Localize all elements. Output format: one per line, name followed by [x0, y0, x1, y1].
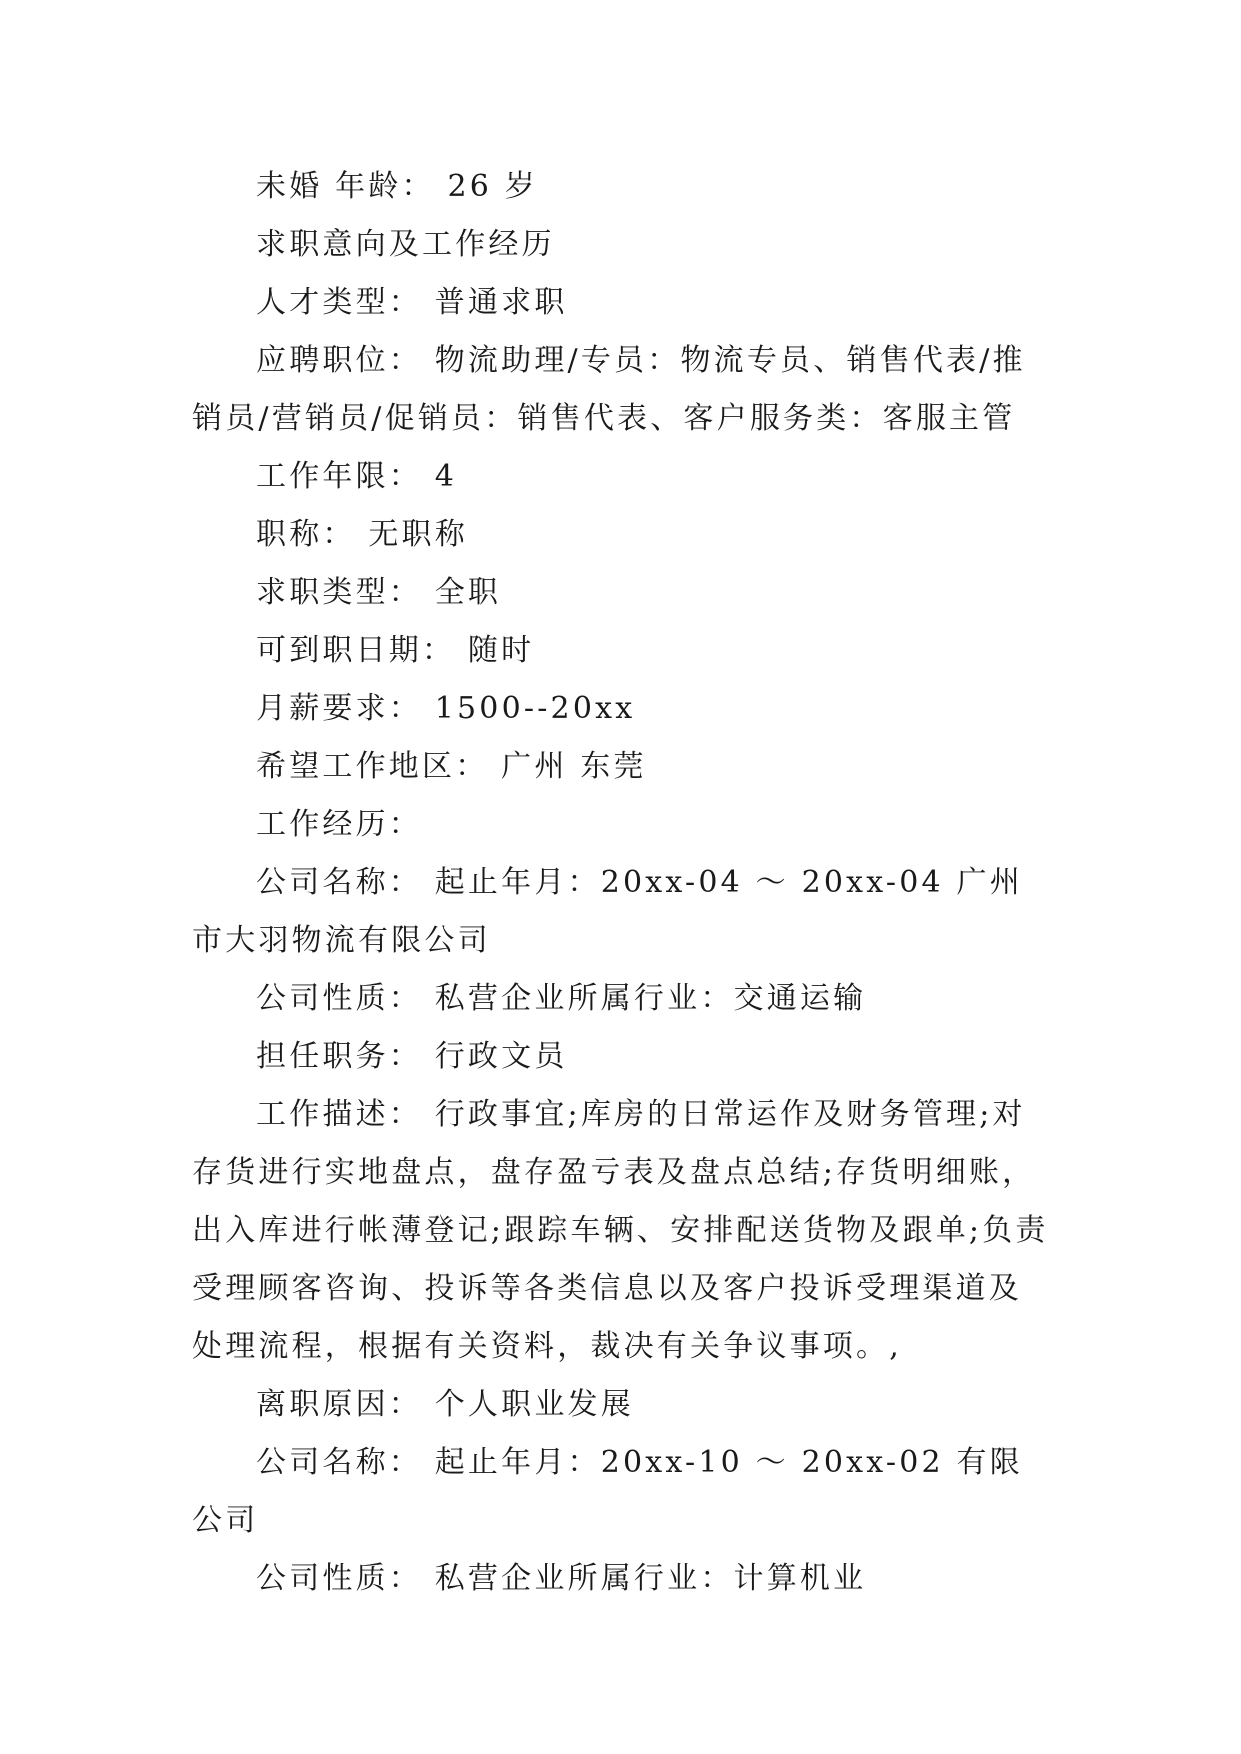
document-body — [192, 158, 1054, 1608]
salary-line: 月薪要求： 1500--20xx — [256, 691, 636, 726]
preferred-location-line: 希望工作地区： 广州 东莞 — [256, 749, 647, 784]
marital-age-line: 未婚 年龄： 26 岁 — [256, 169, 538, 204]
title-line: 职称： 无职称 — [256, 517, 468, 552]
company-2-nature: 公司性质： 私营企业所属行业：计算机业 — [256, 1561, 867, 1596]
years-of-work-line: 工作年限： 4 — [256, 459, 458, 494]
section-heading-job-intent: 求职意向及工作经历 — [256, 227, 555, 262]
company-1-nature: 公司性质： 私营企业所属行业：交通运输 — [256, 981, 867, 1016]
availability-line: 可到职日期： 随时 — [256, 633, 535, 668]
company-1-description: 工作描述： 行政事宜;库房的日常运作及财务管理;对存货进行实地盘点，盘存盈亏表及盘点总结;存货明细账，出入库进行帐薄登记;跟踪车辆、安排配送货物及跟单;负责受理顾客咨询、投诉等各类信息以及客户投诉受理渠道及处理流程，根据有关资料，裁决有关争议事项。, — [192, 1097, 1049, 1364]
company-2-name-dates: 公司名称： 起止年月：20xx-10 ～ 20xx-02 有限公司 — [192, 1445, 1023, 1538]
company-1-leave-reason: 离职原因： 个人职业发展 — [256, 1387, 634, 1422]
work-history-heading: 工作经历： — [256, 807, 422, 842]
job-type-line: 求职类型： 全职 — [256, 575, 502, 610]
talent-type-line: 人才类型： 普通求职 — [256, 285, 568, 320]
company-1-name-dates: 公司名称： 起止年月：20xx-04 ～ 20xx-04 广州市大羽物流有限公司 — [192, 865, 1023, 958]
company-1-role: 担任职务： 行政文员 — [256, 1039, 568, 1074]
applied-positions-paragraph: 应聘职位： 物流助理/专员：物流专员、销售代表/推销员/营销员/促销员：销售代表、客户服务类：客服主管 — [192, 343, 1026, 436]
